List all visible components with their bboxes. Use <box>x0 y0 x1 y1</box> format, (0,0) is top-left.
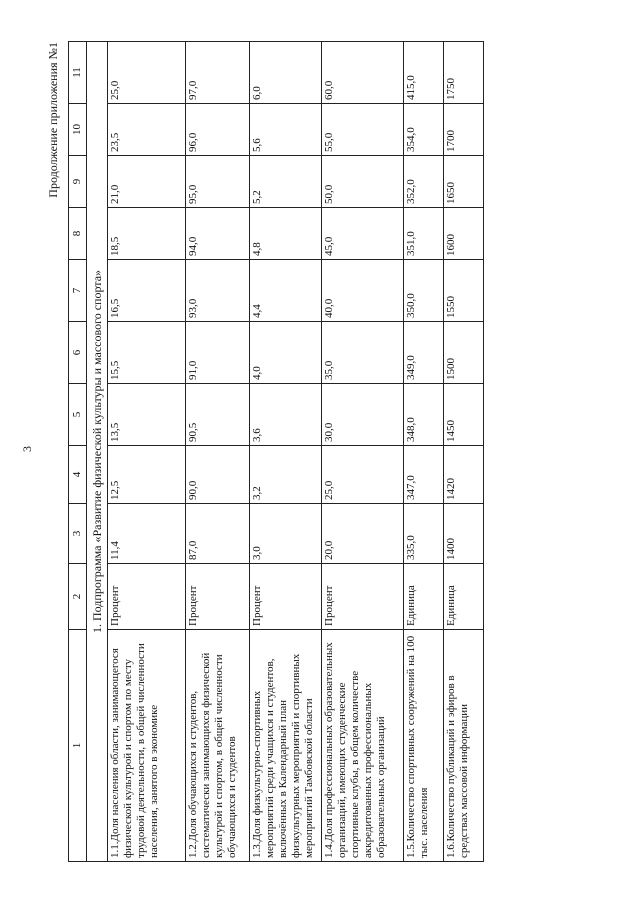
value-cell: 40,0 <box>322 260 404 322</box>
value-cell: 1650 <box>444 156 484 208</box>
col-num: 1 <box>69 630 87 862</box>
value-cell: 95,0 <box>186 156 250 208</box>
value-cell: 349,0 <box>404 322 444 384</box>
unit-cell: Процент <box>250 564 322 630</box>
table-row <box>322 42 404 862</box>
indicator-name: 1.6.Количество публикаций и эфиров в средствах массовой информации <box>444 630 484 862</box>
subprogram-title: 1. Подпрограмма «Развитие физической культуры и массового спорта» <box>86 42 107 862</box>
value-cell: 5,6 <box>250 104 322 156</box>
value-cell: 351,0 <box>404 208 444 260</box>
col-num: 6 <box>69 322 87 384</box>
value-cell: 4,8 <box>250 208 322 260</box>
subprogram-row <box>86 42 107 862</box>
value-cell: 20,0 <box>322 504 404 564</box>
unit-cell: Единица <box>444 564 484 630</box>
value-cell: 352,0 <box>404 156 444 208</box>
value-cell: 13,5 <box>108 384 186 446</box>
unit-cell: Процент <box>108 564 186 630</box>
value-cell: 21,0 <box>108 156 186 208</box>
value-cell: 4,0 <box>250 322 322 384</box>
value-cell: 3,2 <box>250 446 322 504</box>
value-cell: 18,5 <box>108 208 186 260</box>
col-num: 4 <box>69 446 87 504</box>
indicator-name: 1.2.Доля обучающихся и студентов, систематически занимающихся физической культурой и спортом, в общей численности обучающихся и студентов <box>186 630 250 862</box>
table-row <box>444 42 484 862</box>
value-cell: 90,5 <box>186 384 250 446</box>
value-cell: 5,2 <box>250 156 322 208</box>
value-cell: 335,0 <box>404 504 444 564</box>
value-cell: 350,0 <box>404 260 444 322</box>
col-num: 3 <box>69 504 87 564</box>
value-cell: 15,5 <box>108 322 186 384</box>
page-number: 3 <box>20 446 34 452</box>
indicator-name: 1.4.Доля профессиональных образовательных организаций, имеющих студенческие спортивные клубы, в общем количестве аккредитованных профессиональных образовательных организаций <box>322 630 404 862</box>
indicator-name: 1.1.Доля населения области, занимающегося физической культурой и спортом по месту трудовой деятельности, в общей численности населения, занятого в экономике <box>108 630 186 862</box>
value-cell: 1450 <box>444 384 484 446</box>
col-num: 7 <box>69 260 87 322</box>
indicators-table <box>68 41 484 862</box>
col-num: 9 <box>69 156 87 208</box>
value-cell: 1600 <box>444 208 484 260</box>
value-cell: 3,6 <box>250 384 322 446</box>
continuation-note: Продолжение приложения №1 <box>46 42 60 198</box>
value-cell: 1400 <box>444 504 484 564</box>
col-num: 8 <box>69 208 87 260</box>
value-cell: 23,5 <box>108 104 186 156</box>
value-cell: 3,0 <box>250 504 322 564</box>
value-cell: 60,0 <box>322 42 404 104</box>
table-row <box>250 42 322 862</box>
value-cell: 25,0 <box>108 42 186 104</box>
value-cell: 30,0 <box>322 384 404 446</box>
value-cell: 96,0 <box>186 104 250 156</box>
unit-cell: Процент <box>186 564 250 630</box>
col-num: 2 <box>69 564 87 630</box>
value-cell: 415,0 <box>404 42 444 104</box>
value-cell: 91,0 <box>186 322 250 384</box>
value-cell: 1700 <box>444 104 484 156</box>
value-cell: 93,0 <box>186 260 250 322</box>
value-cell: 11,4 <box>108 504 186 564</box>
column-number-row <box>69 42 87 862</box>
table-row <box>108 42 186 862</box>
value-cell: 1750 <box>444 42 484 104</box>
value-cell: 1420 <box>444 446 484 504</box>
value-cell: 1500 <box>444 322 484 384</box>
value-cell: 1550 <box>444 260 484 322</box>
col-num: 5 <box>69 384 87 446</box>
table-row <box>404 42 444 862</box>
value-cell: 25,0 <box>322 446 404 504</box>
value-cell: 348,0 <box>404 384 444 446</box>
rotated-page <box>20 42 570 862</box>
value-cell: 87,0 <box>186 504 250 564</box>
table-row <box>186 42 250 862</box>
value-cell: 94,0 <box>186 208 250 260</box>
value-cell: 97,0 <box>186 42 250 104</box>
value-cell: 6,0 <box>250 42 322 104</box>
unit-cell: Процент <box>322 564 404 630</box>
value-cell: 354,0 <box>404 104 444 156</box>
value-cell: 45,0 <box>322 208 404 260</box>
value-cell: 35,0 <box>322 322 404 384</box>
col-num: 11 <box>69 42 87 104</box>
value-cell: 90,0 <box>186 446 250 504</box>
value-cell: 12,5 <box>108 446 186 504</box>
col-num: 10 <box>69 104 87 156</box>
indicator-name: 1.5.Количество спортивных сооружений на 100 тыс. населения <box>404 630 444 862</box>
value-cell: 4,4 <box>250 260 322 322</box>
value-cell: 50,0 <box>322 156 404 208</box>
value-cell: 347,0 <box>404 446 444 504</box>
unit-cell: Единица <box>404 564 444 630</box>
indicator-name: 1.3.Доля физкультурно-спортивных мероприятий среди учащихся и студентов, включённых в Календарный план физкультурных мероприятий и спортивных мероприятий Тамбовской области <box>250 630 322 862</box>
value-cell: 55,0 <box>322 104 404 156</box>
value-cell: 16,5 <box>108 260 186 322</box>
